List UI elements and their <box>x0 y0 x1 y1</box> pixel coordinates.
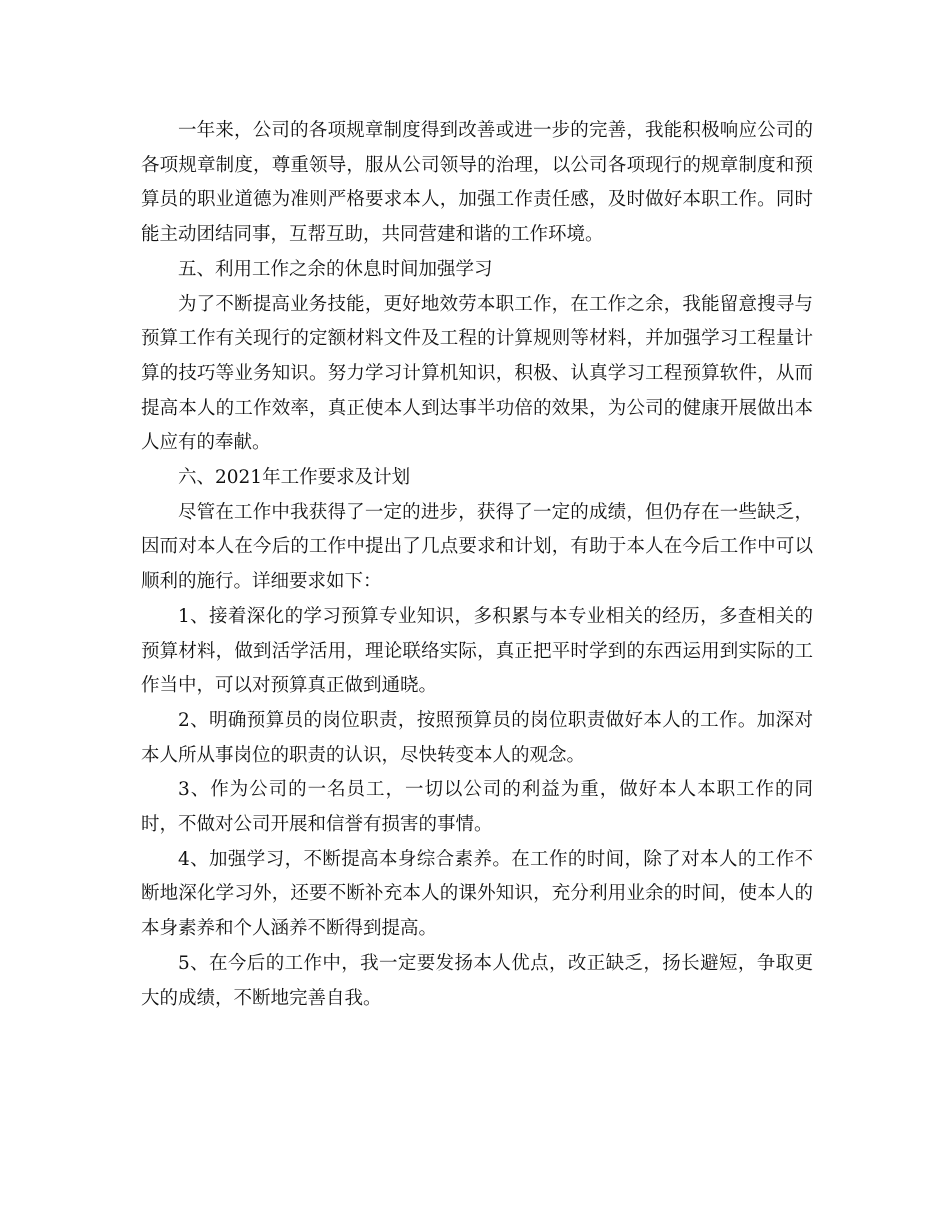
section-heading-five: 五、利用工作之余的休息时间加强学习 <box>178 258 493 280</box>
list-item-4: 4、加强学习，不断提高本身综合素养。在工作的时间，除了对本人的工作不断地深化学习外，还要不断补充本人的课外知识，充分利用业余的时间，使本人的本身素养和个人涵养不断得到提高。 <box>141 848 813 940</box>
list-item-2: 2、明确预算员的岗位职责，按照预算员的岗位职责做好本人的工作。加深对本人所从事岗位的职责的认识，尽快转变本人的观念。 <box>141 709 813 766</box>
section-heading-six: 六、2021年工作要求及计划 <box>178 467 411 489</box>
paragraph-self-conduct: 一年来，公司的各项规章制度得到改善或进一步的完善，我能积极响应公司的各项规章制度，尊重领导，服从公司领导的治理，以公司各项现行的规章制度和预算员的职业道德为准则严格要求本人，加强工作责任感，及时做好本职工作。同时能主动团结同事，互帮互助，共同营建和谐的工作环境。 <box>141 120 813 246</box>
list-item-5: 5、在今后的工作中，我一定要发扬本人优点，改正缺乏，扬长避短，争取更大的成绩，不断地完善自我。 <box>141 952 813 1009</box>
list-item-1: 1、接着深化的学习预算专业知识，多积累与本专业相关的经历，多查相关的预算材料，做到活学活用，理论联络实际，真正把平时学到的东西运用到实际的工作当中，可以对预算真正做到通晓。 <box>141 605 813 697</box>
paragraph-plan-intro: 尽管在工作中我获得了一定的进步，获得了一定的成绩，但仍存在一些缺乏，因而对本人在今后的工作中提出了几点要求和计划，有助于本人在今后工作中可以顺利的施行。详细要求如下： <box>141 501 813 593</box>
paragraph-study: 为了不断提高业务技能，更好地效劳本职工作，在工作之余，我能留意搜寻与预算工作有关现行的定额材料文件及工程的计算规则等材料，并加强学习工程量计算的技巧等业务知识。努力学习计算机知识，积极、认真学习工程预算软件，从而提高本人的工作效率，真正使本人到达事半功倍的效果，为公司的健康开展做出本人应有的奉献。 <box>141 293 813 454</box>
list-item-3: 3、作为公司的一名员工，一切以公司的利益为重，做好本人本职工作的同时，不做对公司开展和信誉有损害的事情。 <box>141 779 813 836</box>
document-body <box>141 114 813 1016</box>
